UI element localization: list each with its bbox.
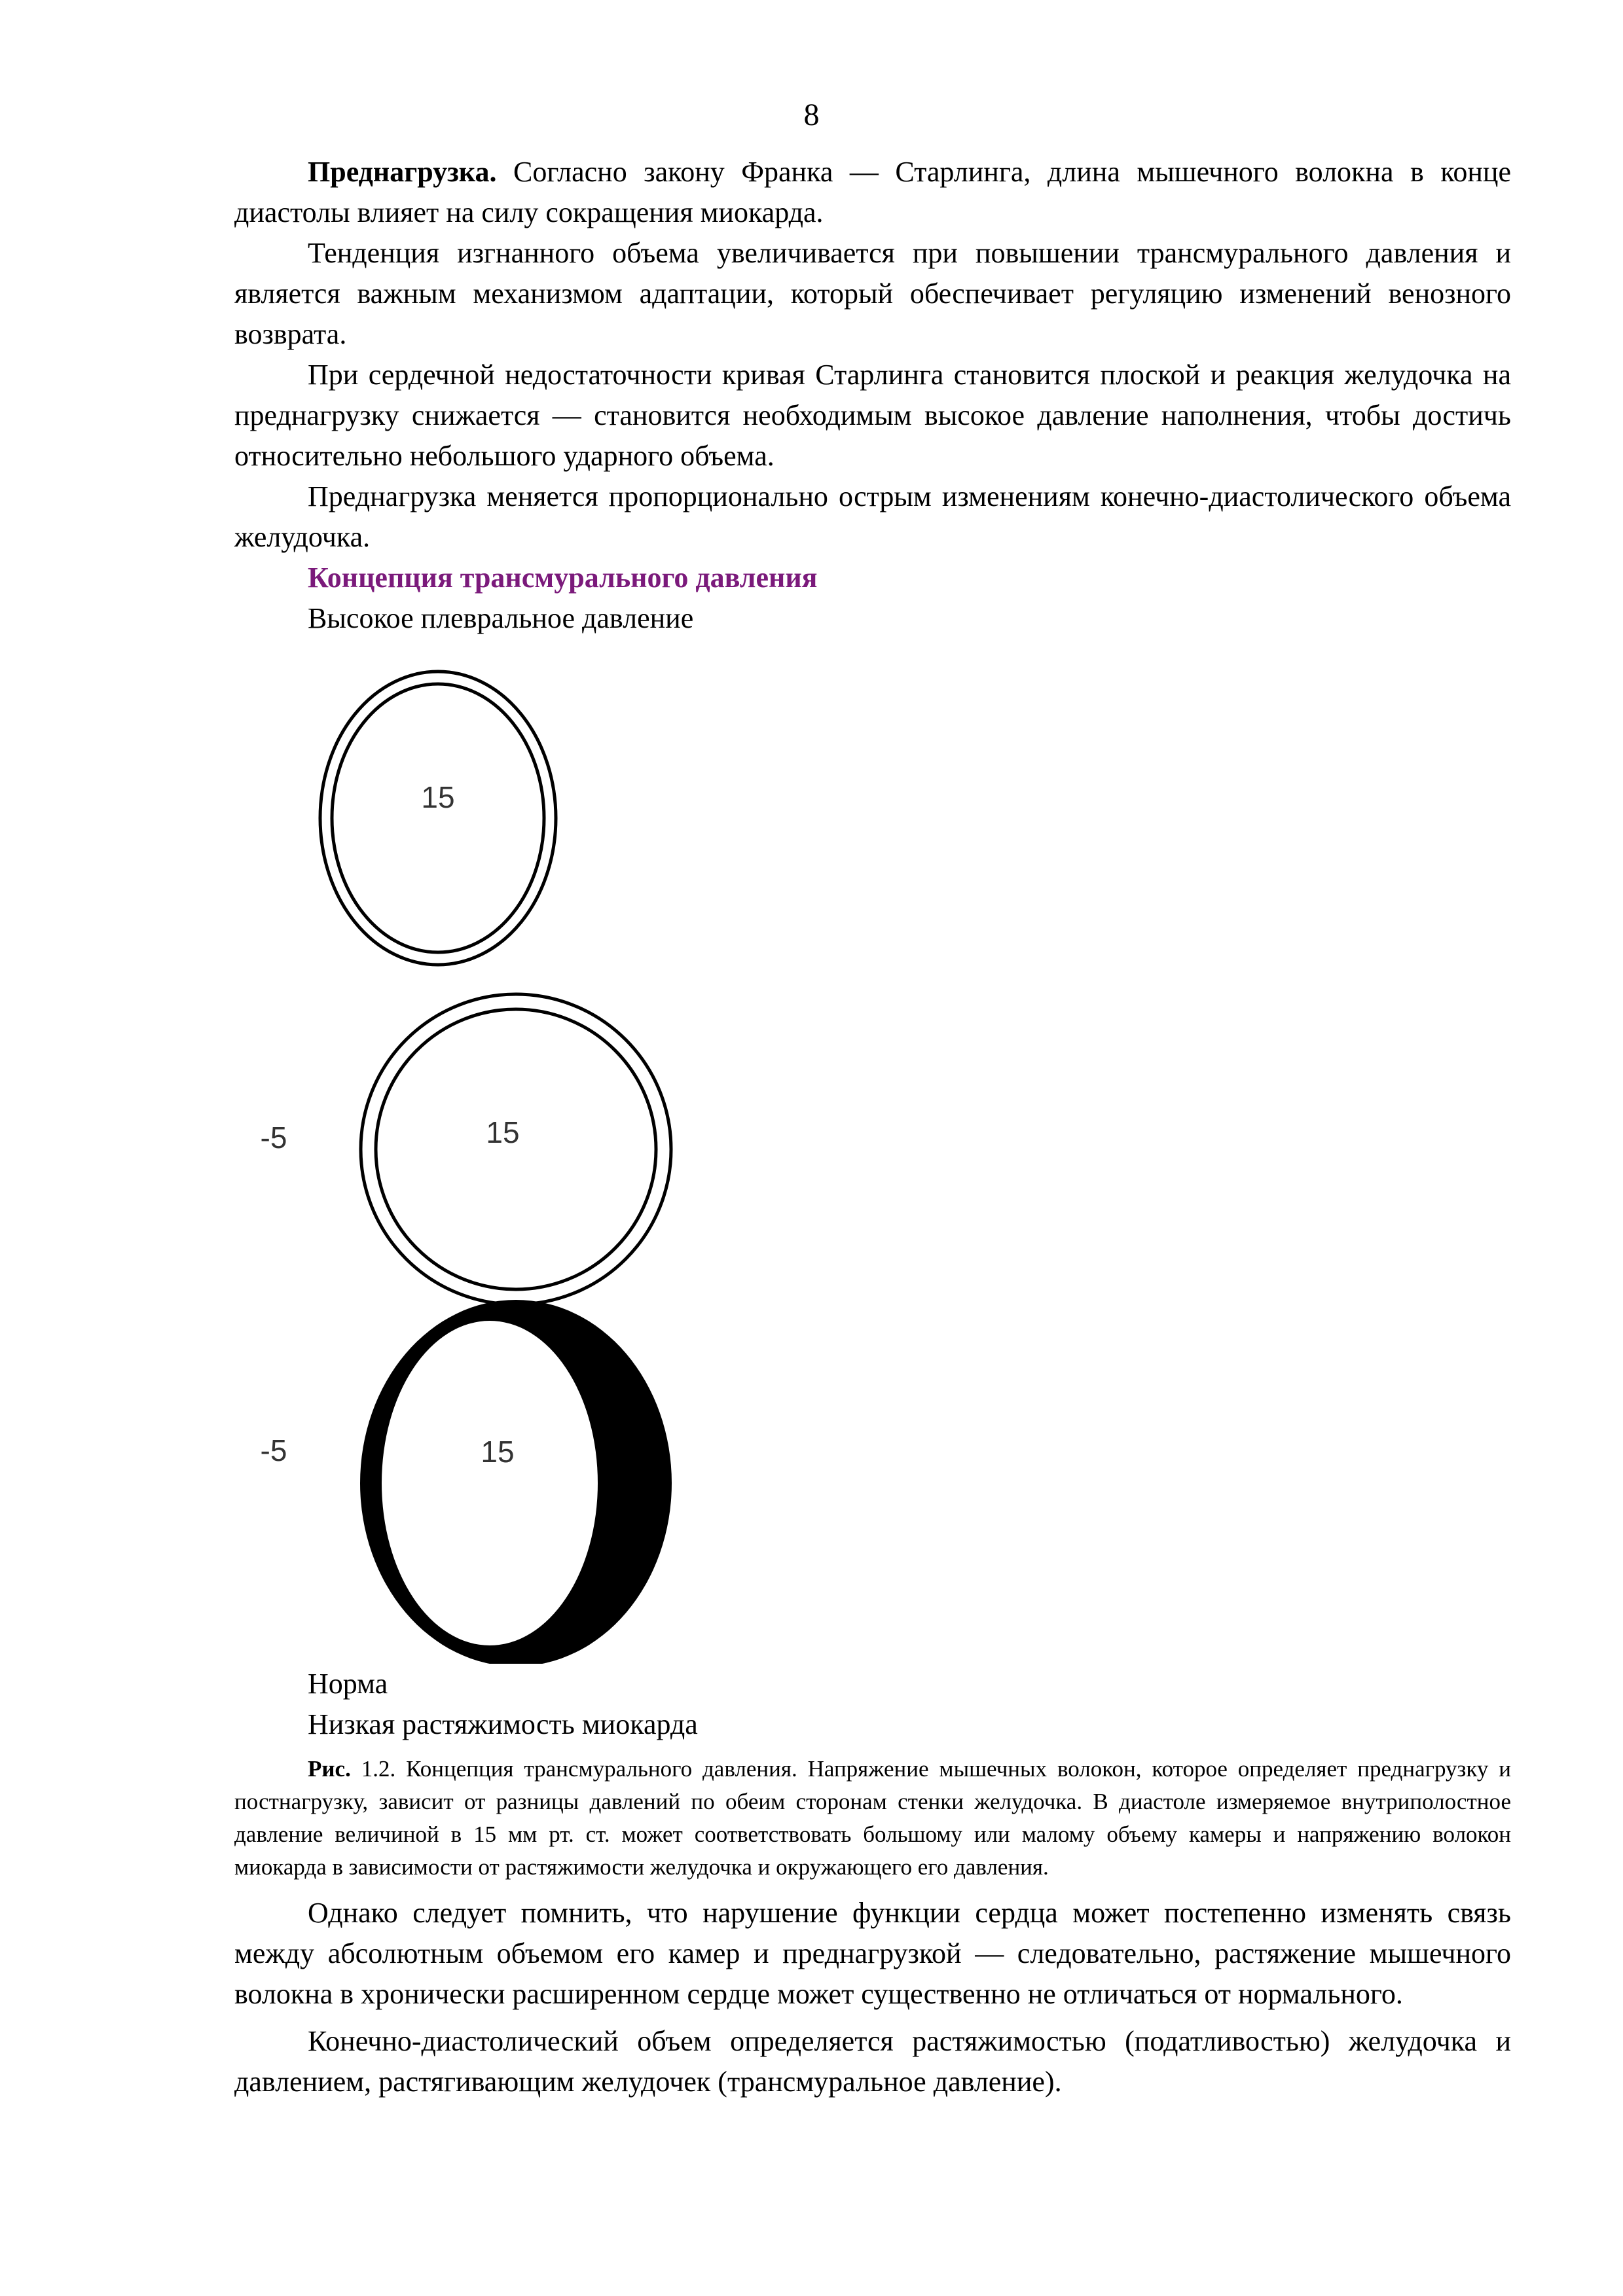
ellipse-2-outer-value: -5: [260, 1121, 287, 1155]
ellipse-low-compliance: [261, 1300, 672, 1664]
paragraph-lead: Преднагрузка.: [308, 156, 497, 188]
section-subheading: Высокое плевральное давление: [308, 602, 694, 634]
label-norm: Норма: [308, 1668, 388, 1700]
paragraph-heart-failure: При сердечной недостаточности кривая Старлинга становится плоской и реакция желудочка на преднагрузку снижается — становится необходимым высокое давление наполнения, чтобы достичь относительно небольшого ударного объема.: [234, 359, 1511, 472]
transmural-pressure-figure: [234, 639, 1511, 1664]
paragraph-compliance: Конечно-диастолический объем определяется растяжимостью (податливостью) желудочка и давлением, растягивающим желудочек (трансмуральное давление).: [234, 2025, 1511, 2098]
page-number: 8: [803, 98, 820, 132]
paragraph-edv: Преднагрузка меняется пропорционально острым изменениям конечно-диастолического объема желудочка.: [234, 480, 1511, 553]
ellipse-2-inner-value: 15: [486, 1115, 520, 1149]
ellipse-2-outer-wall: [361, 994, 671, 1304]
paragraph-chronic: Однако следует помнить, что нарушение функции сердца может постепенно изменять связь между абсолютным объемом его камер и преднагрузкой — следовательно, растяжение мышечного волокна в хронически расширенном сердце может существенно не отличаться от нормального.: [234, 1897, 1511, 2010]
page-content: [234, 152, 1511, 2102]
caption-lead: Рис.: [308, 1756, 351, 1782]
ellipse-1-inner-value: 15: [421, 780, 455, 814]
ellipse-high-pleural: [320, 672, 556, 965]
paragraph-ejection: Тенденция изгнанного объема увеличивается при повышении трансмурального давления и является важным механизмом адаптации, который обеспечивает регуляцию изменений венозного возврата.: [234, 237, 1511, 350]
label-low-compliance: Низкая растяжимость миокарда: [308, 1708, 698, 1740]
figure-diagram: [234, 639, 1511, 1664]
ellipse-3-inner-value: 15: [481, 1435, 515, 1469]
ellipse-norm: [261, 994, 671, 1304]
figure-caption: [234, 1753, 1511, 1884]
ellipse-1-inner-wall: [332, 684, 544, 952]
ellipse-3-cavity: [382, 1321, 598, 1645]
ellipse-3-outer-value: -5: [260, 1433, 287, 1467]
ellipse-1-outer-wall: [320, 672, 556, 965]
paragraph-text: Согласно закону Франка — Старлинга, длина мышечного волокна в конце диастолы влияет на силу сокращения миокарда.: [234, 156, 1511, 228]
section-heading: Концепция трансмурального давления: [308, 562, 818, 594]
paragraph-preload: [234, 152, 1511, 233]
caption-text: 1.2. Концепция трансмурального давления. Напряжение мышечных волокон, которое определяет преднагрузку и постнагрузку, зависит от разницы давлений по обеим сторонам стенки желудочка. В диастоле измеряемое внутриполостное давление величиной в 15 мм рт. ст. может соответствовать большому или малому объему камеры и напряжению волокон миокарда в зависимости от растяжимости желудочка и окружающего его давления.: [234, 1756, 1511, 1880]
ellipse-2-inner-wall: [376, 1009, 656, 1289]
